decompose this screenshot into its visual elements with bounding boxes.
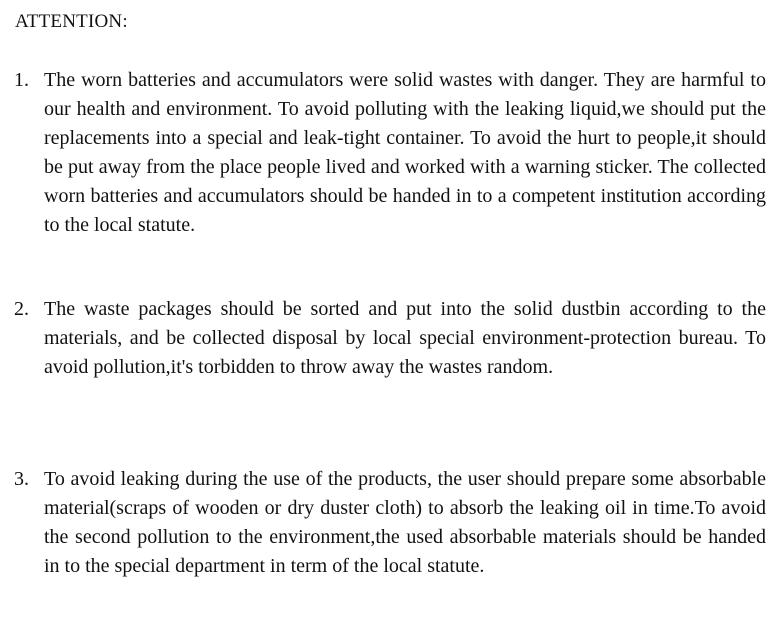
list-item [14,465,766,581]
list-item [14,66,766,240]
item-number: 1. [14,69,29,91]
list-item [14,295,766,382]
attention-heading: ATTENTION: [15,11,128,32]
item-number: 3. [14,468,29,490]
item-text: The worn batteries and accumulators were solid wastes with danger. They are harmful to our health and environment. To avoid polluting with the leaking liquid,we should put the replacements into a special and leak-tight container. To avoid the hurt to people,it should be put away from the place people lived and worked with a warning sticker. The collected worn batteries and accumulators should be handed in to a competent institution according to the local statute. [44,69,766,236]
item-number: 2. [14,298,29,320]
item-text: The waste packages should be sorted and put into the solid dustbin according to the materials, and be collected disposal by local special environment-protection bureau. To avoid pollution,it's torbidden to throw away the wastes random. [44,298,766,378]
item-text: To avoid leaking during the use of the products, the user should prepare some absorbable material(scraps of wooden or dry duster cloth) to absorb the leaking oil in time.To avoid the second pollution to the environment,the used absorbable materials should be handed in to the special department in term of the local statute. [44,468,766,577]
